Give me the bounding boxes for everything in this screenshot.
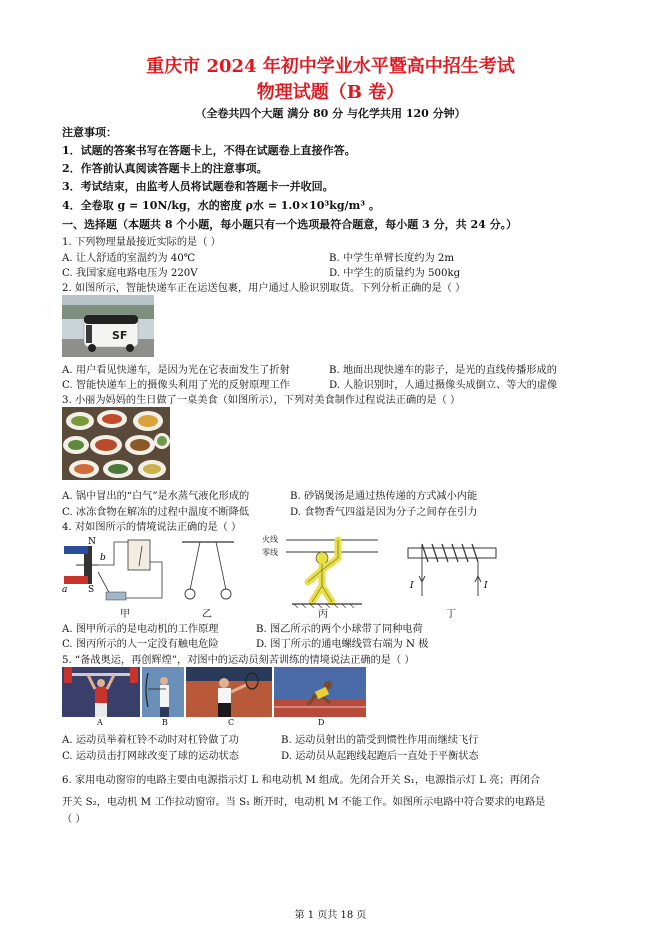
- q3-stem: 3. 小丽为妈妈的生日做了一桌美食（如图所示），下列对美食制作过程说法正确的是（ ）: [62, 395, 461, 406]
- q4-point-a-label: a: [62, 585, 68, 595]
- q4-option-c: C. 图丙所示的人一定没有触电危险: [62, 639, 219, 650]
- q2-option-a: A. 用户看见快递车，是因为光在它表面发生了折射: [62, 365, 290, 376]
- q5-stem: 5. “备战奥运，再创辉煌”，对图中的运动员刻苦训练的情境说法正确的是（ ）: [62, 655, 415, 666]
- q3-option-b: B. 砂锅煲汤是通过热传递的方式减小内能: [290, 491, 478, 502]
- q3-birthday-dishes-photo: [62, 407, 170, 480]
- q4-stem: 4. 对如图所示的情境说法正确的是（ ）: [62, 522, 242, 533]
- q5-photo-label-d: D: [318, 718, 325, 727]
- q2-delivery-vehicle-photo: [62, 295, 154, 357]
- q3-option-d: D. 食物香气四溢是因为分子之间存在引力: [290, 507, 478, 518]
- q4-figure-bing: [282, 536, 382, 608]
- q4-option-d: D. 图丁所示的通电螺线管右端为 N 极: [256, 639, 429, 650]
- q5-option-c: C. 运动员击打网球改变了球的运动状态: [62, 751, 239, 762]
- q6-stem-line3: （ ）: [62, 814, 86, 825]
- exam-title-line1: 重庆市 2024 年初中学业水平暨高中招生考试: [146, 56, 515, 77]
- section-1-heading: 一、选择题（本题共 8 个小题，每小题只有一个选项最符合题意，每小题 3 分，共 24 分。）: [62, 218, 518, 231]
- exam-title-line2: 物理试题（B 卷）: [256, 82, 405, 103]
- q3-option-a: A. 锅中冒出的“白气”是水蒸气液化形成的: [62, 491, 250, 502]
- q4-live-wire-label: 火线: [262, 535, 278, 544]
- q4-magnet-n-label: N: [88, 537, 96, 547]
- q1-option-a: A. 让人舒适的室温约为 40℃: [62, 253, 196, 264]
- q4-current-label-left: I: [410, 581, 414, 591]
- q2-stem: 2. 如图所示，智能快递车正在运送包裹，用户通过人脸识别取货。下列分析正确的是（ ）: [62, 283, 466, 294]
- exam-subtitle: （全卷共四个大题 满分 80 分 与化学共用 120 分钟）: [195, 107, 466, 120]
- q4-figure-ding: [402, 538, 502, 602]
- q5-sprinter-photo: [274, 667, 366, 717]
- q4-figure-yi: [178, 540, 238, 606]
- q1-option-d: D. 中学生的质量约为 500kg: [329, 268, 461, 279]
- q1-option-b: B. 中学生单臂长度约为 2m: [329, 253, 455, 264]
- q2-option-b: B. 地面出现快递车的影子，是光的直线传播形成的: [329, 365, 557, 376]
- q2-option-c: C. 智能快递车上的摄像头利用了光的反射原理工作: [62, 380, 290, 391]
- page-footer: 第 1 页共 18 页: [294, 910, 367, 921]
- q4-figure-label-ding: 丁: [446, 609, 456, 620]
- q2-photo-logo-text: SF: [112, 329, 128, 342]
- q3-option-c: C. 冰冻食物在解冻的过程中温度不断降低: [62, 507, 250, 518]
- q2-option-d: D. 人脸识别时，人通过摄像头成倒立、等大的虚像: [329, 380, 558, 391]
- q6-stem-line2: 开关 S₂，电动机 M 工作拉动窗帘。当 S₁ 断开时，电动机 M 不能工作。如图所示电路中符合要求的电路是: [62, 797, 546, 808]
- note-item-1: 1．试题的答案书写在答题卡上，不得在试题卷上直接作答。: [62, 144, 356, 157]
- note-item-3: 3．考试结束，由监考人员将试题卷和答题卡一并收回。: [62, 180, 334, 193]
- q4-magnet-s-label: S: [88, 585, 95, 595]
- q4-option-b: B. 图乙所示的两个小球带了同种电荷: [256, 624, 423, 635]
- q1-stem: 1. 下列物理量最接近实际的是（ ）: [62, 237, 221, 248]
- q4-option-a: A. 图甲所示的是电动机的工作原理: [62, 624, 219, 635]
- q5-photo-label-b: B: [162, 718, 168, 727]
- q6-stem-line1: 6. 家用电动窗帘的电路主要由电源指示灯 L 和电动机 M 组成。先闭合开关 S₁，电源指示灯 L 亮；再闭合: [62, 775, 541, 786]
- q4-current-label-right: I: [484, 581, 488, 591]
- q5-weightlifter-photo: [62, 667, 140, 717]
- q4-neutral-wire-label: 零线: [262, 548, 278, 557]
- q5-option-d: D. 运动员从起跑线起跑后一直处于平衡状态: [281, 751, 479, 762]
- q5-photo-label-a: A: [97, 718, 103, 727]
- q4-figure-label-bing: 丙: [318, 609, 328, 620]
- q5-tennis-player-photo: [186, 667, 272, 717]
- q4-figure-label-jia: 甲: [120, 609, 130, 620]
- q1-option-c: C. 我国家庭电路电压为 220V: [62, 268, 198, 279]
- q4-point-b-label: b: [100, 553, 106, 563]
- q5-option-b: B. 运动员射出的箭受到惯性作用而继续飞行: [281, 735, 479, 746]
- note-item-4: 4．全卷取 g = 10N/kg，水的密度 ρ水 = 1.0×10³kg/m³ 。: [62, 199, 380, 212]
- q5-option-a: A. 运动员举着杠铃不动时对杠铃做了功: [62, 735, 239, 746]
- note-item-2: 2．作答前认真阅读答题卡上的注意事项。: [62, 162, 268, 175]
- q5-archer-photo: [142, 667, 184, 717]
- q4-figure-label-yi: 乙: [202, 609, 212, 620]
- q4-figure-jia: [62, 532, 172, 612]
- notes-heading: 注意事项：: [62, 126, 117, 139]
- q5-photo-label-c: C: [228, 718, 235, 727]
